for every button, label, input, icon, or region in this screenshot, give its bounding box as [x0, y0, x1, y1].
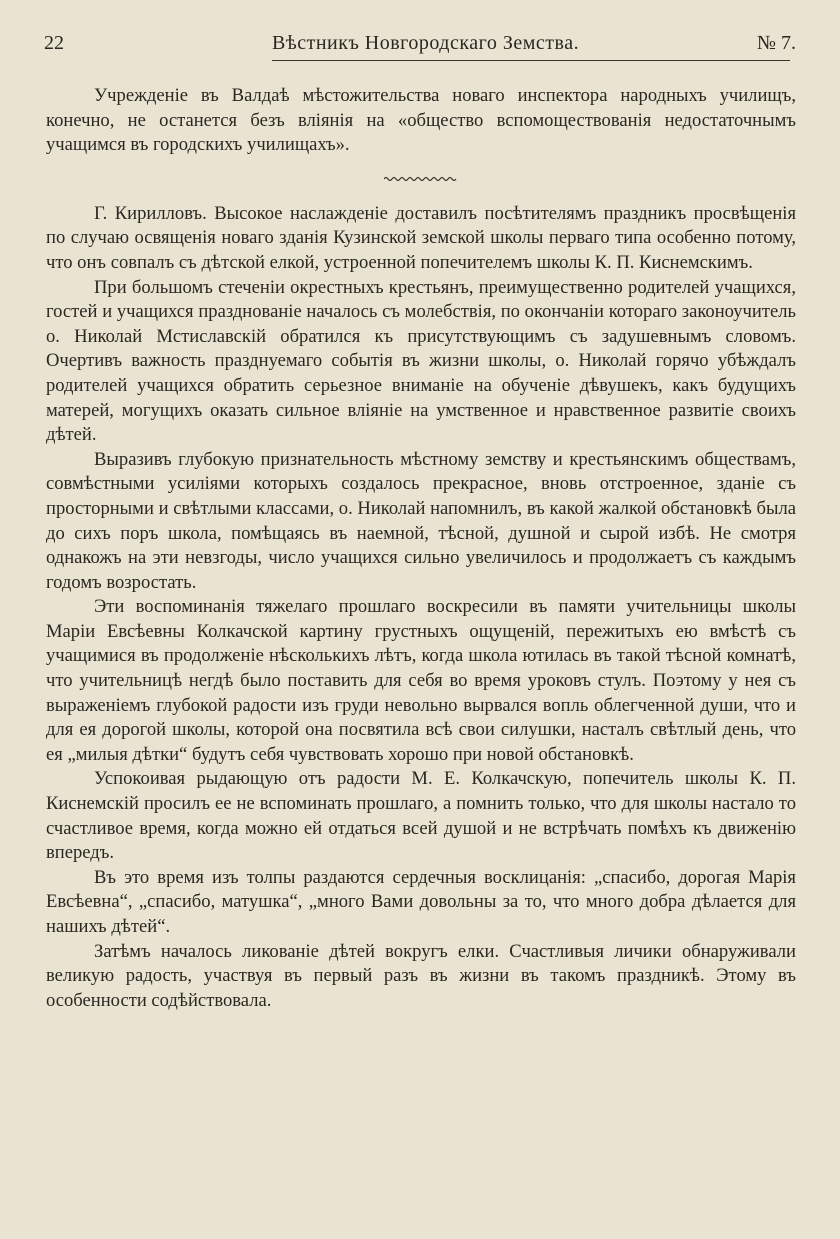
article-body [46, 84, 796, 1013]
paragraph-text: Высокое наслажденіе доставилъ посѣтителямъ праздникъ просвѣщенія по случаю освященія новаго зданія Кузинской земской школы перваго типа особенно потому, что онъ совпалъ съ дѣтской елкой, устроенной попечителемъ школы К. П. Киснемскимъ. [46, 202, 796, 273]
author-name: Г. Кирилловъ. [94, 202, 207, 224]
section-paragraph: Успокоивая рыдающую отъ радости М. Е. Колкачскую, попечитель школы К. П. Киснемскій просилъ ее не вспоминать прошлаго, а помнить только, что для школы настало то счастливое время, когда можно ей отдаться всей душой и не встрѣчать помѣхъ къ движенію впередъ. [46, 768, 796, 864]
lead-paragraph: Учрежденіе въ Валдаѣ мѣстожительства новаго инспектора народныхъ училищъ, конечно, не останется безъ вліянія на «общество вспомоществованія недостаточнымъ учащимся въ городскихъ училищахъ». [46, 85, 796, 156]
section-paragraph [46, 202, 796, 276]
section-paragraph: Въ это время изъ толпы раздаются сердечныя восклицанія: „спасибо, дорогая Марія Евсѣевна“, „спасибо, матушка“, „много Вами довольны за то, что много добра дѣлается для нашихъ дѣтей“. [46, 866, 796, 937]
issue-number: № 7. [756, 32, 796, 54]
section-paragraph: Эти воспоминанія тяжелаго прошлаго воскресили въ памяти учительницы школы Маріи Евсѣевны Колкачской картину грустныхъ ощущеній, пережитыхъ ею вмѣстѣ съ учащимися въ продолженіе нѣсколькихъ лѣтъ, когда школа ютилась въ такой тѣсной комнатѣ, что учительницѣ негдѣ было поставить для себя во время уроковъ стулъ. Поэтому у нея съ выраженіемъ глубокой радости изъ груди невольно вырвался вопль облегченной души, что и для ея дорогой школы, которой она посвятила всѣ свои силушки, насталъ свѣтлый день, что ея „милыя дѣтки“ будутъ себя чувствовать хорошо при новой обстановкѣ. [46, 596, 796, 765]
header-rule [272, 60, 790, 61]
section-paragraph: Затѣмъ началось ликованіе дѣтей вокругъ елки. Счастливыя личики обнаруживали великую радость, участвуя въ первый разъ въ жизни въ такомъ праздникѣ. Этому въ особенности содѣйствовала. [46, 940, 796, 1011]
section-paragraph: Выразивъ глубокую признательность мѣстному земству и крестьянскимъ обществамъ, совмѣстными усиліями которыхъ создалось прекрасное, вновь отстроенное, зданіе съ просторными и свѣтлыми классами, о. Николай напомнилъ, въ какой жалкой обстановкѣ была до сихъ поръ школа, помѣщаясь въ наемной, тѣсной, душной и сырой избѣ. Не смотря однакожъ на эти невзгоды, число учащихся сильно увеличилось и продолжаетъ съ каждымъ годомъ возростать. [46, 448, 796, 593]
section-divider [384, 175, 458, 183]
journal-title: Вѣстникъ Новгородскаго Земства. [272, 32, 580, 54]
running-header [44, 30, 796, 60]
page-number: 22 [44, 32, 64, 54]
section-paragraph: При большомъ стеченіи окрестныхъ крестьянъ, преимущественно родителей учащихся, гостей и учащихся празднованіе началось съ молебствія, по окончаніи котораго законоучитель о. Николай Мстиславскій обратился къ присутствующимъ съ задушевнымъ словомъ. Очертивъ важность празднуемаго событія въ жизни школы, о. Николай горячо убѣждалъ родителей учащихся обратить серьезное вниманіе на обученіе дѣвушекъ, какъ будущихъ матерей, могущихъ оказать сильное вліяніе на умственное и нравственное развитіе своихъ дѣтей. [46, 276, 796, 446]
